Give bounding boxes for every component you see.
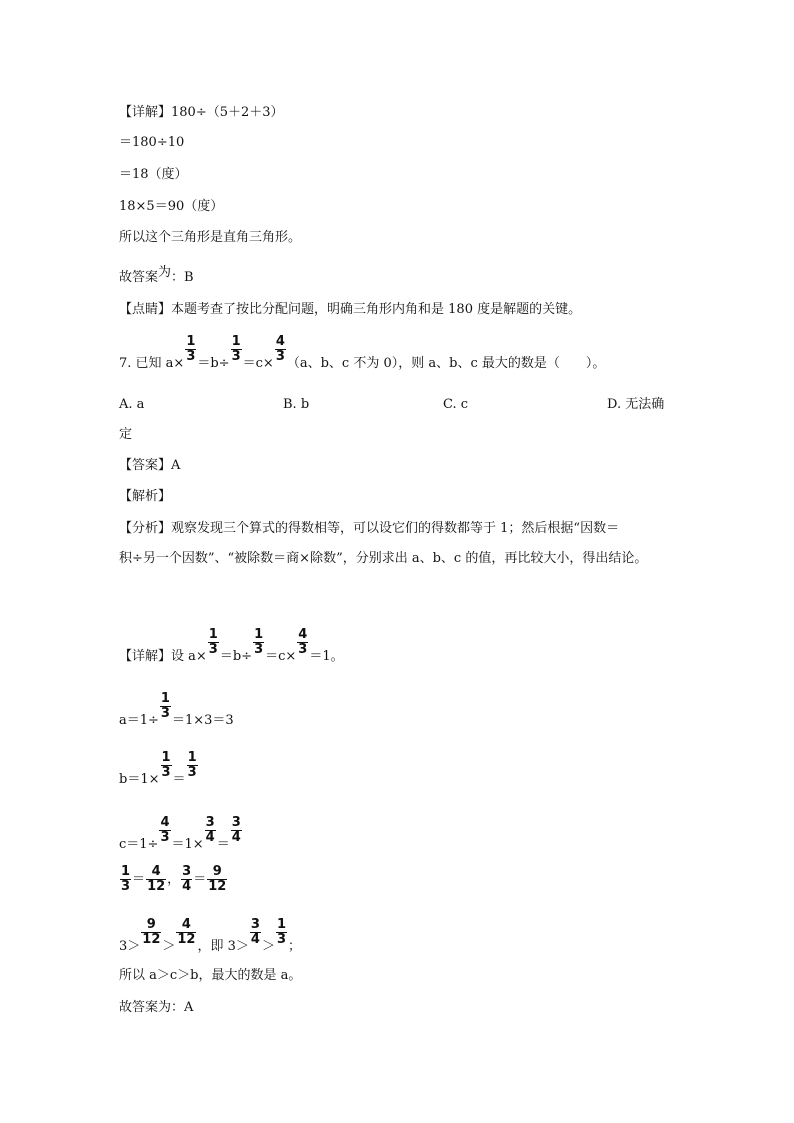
option-c: C. c: [443, 397, 469, 412]
equivalent-fractions: $\frac{1}{3}$ ＝ $\frac{4}{12}$ ， $\frac{3}{4}$ ＝ $\frac{9}{12}$: [121, 864, 227, 894]
fraction: $\frac{4}{12}$: [147, 864, 166, 894]
fraction: $\frac{4}{12}$: [177, 917, 196, 947]
detail-line-2: ＝180÷10: [119, 135, 185, 150]
point-line: 【点睛】本题考查了按比分配问题，明确三角形内角和是 180 度是解题的关键。: [119, 302, 582, 317]
fraction: $\frac{4}{3}$: [275, 334, 285, 364]
conclusion: 所以 a＞c＞b，最大的数是 a。: [119, 968, 302, 983]
fraction: $\frac{1}{3}$: [231, 334, 241, 364]
fenxi-line-1: 【分析】观察发现三个算式的得数相等，可以设它们的得数都等于 1；然后根据“因数＝: [119, 521, 620, 536]
fraction: $\frac{1}{3}$: [208, 627, 218, 657]
fraction: $\frac{9}{12}$: [142, 917, 161, 947]
fraction: $\frac{1}{3}$: [121, 864, 131, 894]
fraction: $\frac{1}{3}$: [161, 750, 171, 780]
fraction: $\frac{3}{4}$: [231, 815, 241, 845]
detail2-tag: 【详解】: [119, 649, 172, 664]
fraction: $\frac{3}{4}$: [205, 815, 215, 845]
answer-line-1: 故答案为：B: [119, 265, 194, 285]
fraction: $\frac{1}{3}$: [160, 691, 170, 721]
b-equation: b＝1× $\frac{1}{3}$ ＝ $\frac{1}{3}$: [119, 750, 197, 787]
final-answer: 故答案为：A: [119, 1000, 194, 1015]
fraction: $\frac{1}{3}$: [187, 750, 197, 780]
option-d: D. 无法确: [607, 397, 665, 412]
fraction: $\frac{9}{12}$: [208, 864, 227, 894]
fraction: $\frac{1}{3}$: [276, 917, 286, 947]
detail-line-3: ＝18（度）: [119, 167, 188, 182]
detail-line-5: 所以这个三角形是直角三角形。: [119, 230, 302, 245]
fenxi-tag: 【分析】: [119, 521, 172, 536]
a-equation: a＝1÷ $\frac{1}{3}$ ＝1×3＝3: [119, 691, 234, 728]
detail2-line-1: 【详解】设 a× $\frac{1}{3}$ ＝b÷ $\frac{1}{3}$ ＝c× $\frac{4}{3}$ ＝1。: [119, 627, 344, 664]
fraction: $\frac{3}{4}$: [250, 917, 260, 947]
answer-line-2: 【答案】A: [119, 458, 181, 473]
fraction: $\frac{4}{3}$: [160, 815, 170, 845]
fenxi-line-2: 积÷另一个因数”、“被除数＝商×除数”，分别求出 a、b、c 的值，再比较大小，得出结论。: [119, 551, 648, 566]
option-d-cont: 定: [119, 427, 133, 442]
fraction: $\frac{3}{4}$: [182, 864, 192, 894]
fraction: $\frac{4}{3}$: [298, 627, 308, 657]
point-tag: 【点睛】: [119, 302, 172, 317]
detail-tag: 【详解】: [119, 105, 172, 120]
detail-line-4: 18×5＝90（度）: [119, 199, 224, 214]
detail-line-1: 【详解】180÷（5＋2＋3）: [119, 105, 284, 120]
question-7: 7. 已知 a× $\frac{1}{3}$ ＝b÷ $\frac{1}{3}$ ＝c× $\frac{4}{3}$ （a、b、c 不为 0），则 a、b、c 最大的数是（ ）。: [119, 334, 606, 371]
analysis-tag: 【解析】: [119, 489, 172, 504]
answer-tag: 【答案】: [119, 458, 172, 473]
comparison: 3＞ $\frac{9}{12}$ ＞ $\frac{4}{12}$ ，即 3＞ $\frac{3}{4}$ ＞ $\frac{1}{3}$ ；: [119, 917, 302, 954]
option-a: A. a: [119, 397, 145, 412]
fraction: $\frac{1}{3}$: [254, 627, 264, 657]
option-b: B. b: [283, 397, 310, 412]
fraction: $\frac{1}{3}$: [186, 334, 196, 364]
c-equation: c＝1÷ $\frac{4}{3}$ ＝1× $\frac{3}{4}$ ＝ $\frac{3}{4}$: [119, 815, 241, 852]
